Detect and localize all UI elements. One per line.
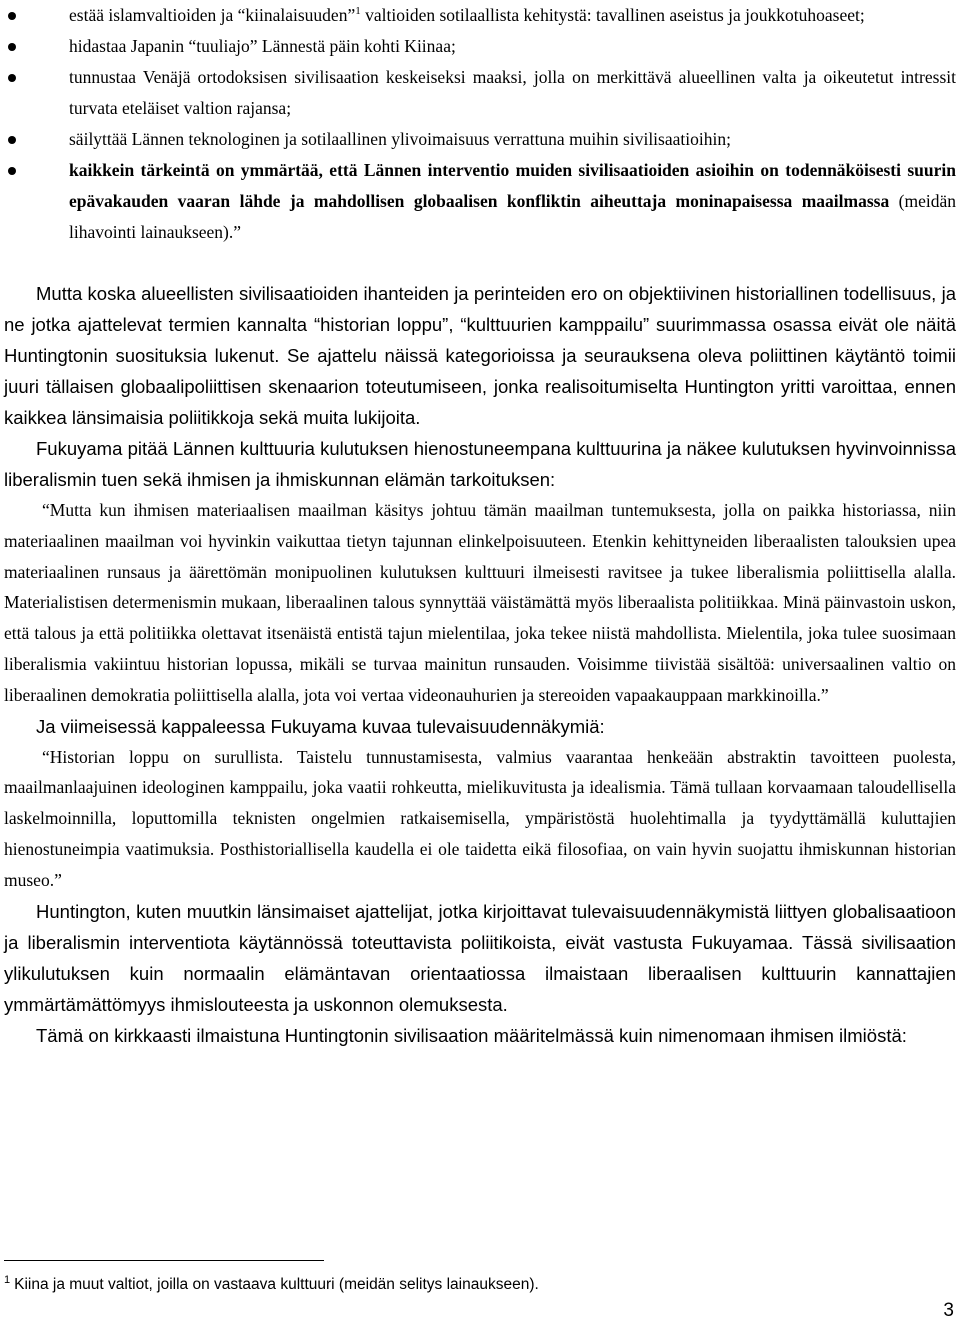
list-item xyxy=(0,62,960,124)
list-item-bold-text: kaikkein tärkeintä on ymmärtää, että Lännen interventio muiden sivilisaatioiden asioihin on todennäköisesti suurin epävakauden vaaran lähde ja mahdollisen globaalisen konfliktin aiheuttaja moninapaisessa maailmassa xyxy=(69,160,956,211)
list-item-text: valtioiden sotilaallista kehitystä: tavallinen aseistus ja joukkotuhoaseet; xyxy=(360,5,865,25)
footnote-ref[interactable]: 1 xyxy=(355,5,361,17)
paragraph: Huntington, kuten muutkin länsimaiset ajattelijat, jotka kirjoittavat tulevaisuudennäkymistä liittyen globalisaatioon ja liberalismin interventiota käytännössä toteuttavista poliitikoista, eivät vastusta Fukuyamaa. Tässä sivilisaation ylikulutuksen kuin normaalin elämäntavan orientaatiossa ilmaistaan liberaalisen kulttuurin kannattajien ymmärtämättömyys ihmislouteesta ja uskonnon olemuksesta. xyxy=(4,900,956,1015)
list-item-text: (meidän lihavointi lainaukseen).” xyxy=(69,191,956,242)
list-item xyxy=(0,155,960,248)
bullet-icon xyxy=(8,74,16,82)
bullet-icon xyxy=(8,136,16,144)
footnote-divider xyxy=(4,1260,324,1261)
page-number: 3 xyxy=(943,1300,954,1321)
block-quote: “Historian loppu on surullista. Taistelu tunnustamisesta, valmius vaarantaa henkeään abstraktin tavoitteen puolesta, maailmanlaajuinen ideologinen kamppailu, joka vaatii rohkeutta, mielikuvitusta ja idealismia. Tämä tullaan korvaamaan taloudellisella laskelmoinnilla, loputtomilla teknisten ongelmien ratkaisemisella, ympäristöstä huolehtimalla ja tyydyttämällä kuluttajien hienostuneimpia vaatimuksia. Posthistoriallisella kaudella ei ole taidetta eikä filosofiaa, on vain hyvin suojattu ihmiskunnan historian museo.” xyxy=(4,746,956,890)
list-item-text: tunnustaa Venäjä ortodoksisen sivilisaation keskeiseksi maaksi, jolla on merkittävä alueellinen valta ja oikeutetut intressit turvata eteläiset valtion rajansa; xyxy=(69,67,956,118)
paragraph: Fukuyama pitää Lännen kulttuuria kulutuksen hienostuneempana kulttuurina ja näkee kulutuksen hyvinvoinnissa liberalismin tuen sekä ihmisen ja ihmiskunnan elämän tarkoituksen: xyxy=(4,438,956,490)
block-quote: “Mutta kun ihmisen materiaalisen maailman käsitys johtuu tämän maailman tuntemuksesta, jolla on paikka historiassa, niin materiaalinen maailman voi hyvinkin vaikuttaa tietyn tajunnan elinkelpoisuuteen. Etenkin kehittyneiden liberaalisten talouksien upea materiaalinen runsaus ja äärettömän monipuolinen kulutuksen kulttuuri ilmeisesti ravitsee ja tukee liberalismia poliittisella alalla. Materialistisen determenismin mukaan, liberaalinen talous synnyttää väistämättä myös liberaalista politiikkaa. Minä päinvastoin uskon, että talous ja että politiikka olettavat itsenäistä entistä tajun mielentilaa, joka tekee niistä mahdollista. Mielentila, joka tulee suosimaan liberalismia vakiintuu historian lopussa, mikäli se turvaa mainitun runsauden. Voisimme tiivistää sisältöä: universaalinen valtio on liberaalinen demokratia poliittisella alalla, jota voi vertaa videonauhurien ja stereoiden vapaakauppaan markkinoilla.” xyxy=(4,500,956,705)
footnote-text: Kiina ja muut valtiot, joilla on vastaava kulttuuri (meidän selitys lainaukseen). xyxy=(14,1276,539,1293)
list-item-text: säilyttää Lännen teknologinen ja sotilaallinen ylivoimaisuus verrattuna muihin sivilisaatioihin; xyxy=(69,129,731,149)
paragraph: Tämä on kirkkaasti ilmaistuna Huntingtonin sivilisaation määritelmässä kuin nimenomaan ihmisen ilmiöstä: xyxy=(36,1024,907,1046)
bullet-icon xyxy=(8,167,16,175)
recommendation-list xyxy=(0,0,960,248)
list-item xyxy=(0,124,960,155)
list-item-text: estää islamvaltioiden ja “kiinalaisuuden” xyxy=(69,5,356,25)
list-item xyxy=(0,0,960,31)
list-item xyxy=(0,31,960,62)
paragraph: Ja viimeisessä kappaleessa Fukuyama kuvaa tulevaisuudennäkymiä: xyxy=(36,715,605,737)
footnote-number: 1 xyxy=(4,1274,11,1286)
list-item-text: hidastaa Japanin “tuuliajo” Lännestä päin kohti Kiinaa; xyxy=(69,36,456,56)
paragraph: Mutta koska alueellisten sivilisaatioiden ihanteiden ja perinteiden ero on objektiivinen historiallinen todellisuus, ja ne jotka ajattelevat termien kannalta “historian loppu”, “kulttuurien kamppailu” suurimmassa osassa eivät ole näitä Huntingtonin suosituksia lukenut. Se ajattelu näissä kategorioissa ja seurauksena oleva poliittinen käytäntö toimii juuri tällaisen globaalipoliittisen skenaarion toteutumiseen, jonka realisoitumiselta Huntington yritti varoittaa, ennen kaikkea länsimaisia poliitikkoja sekä muita lukijoita. xyxy=(4,283,956,428)
footnote xyxy=(4,1274,539,1296)
bullet-icon xyxy=(8,12,16,20)
body-text xyxy=(0,278,960,1051)
bullet-icon xyxy=(8,43,16,51)
